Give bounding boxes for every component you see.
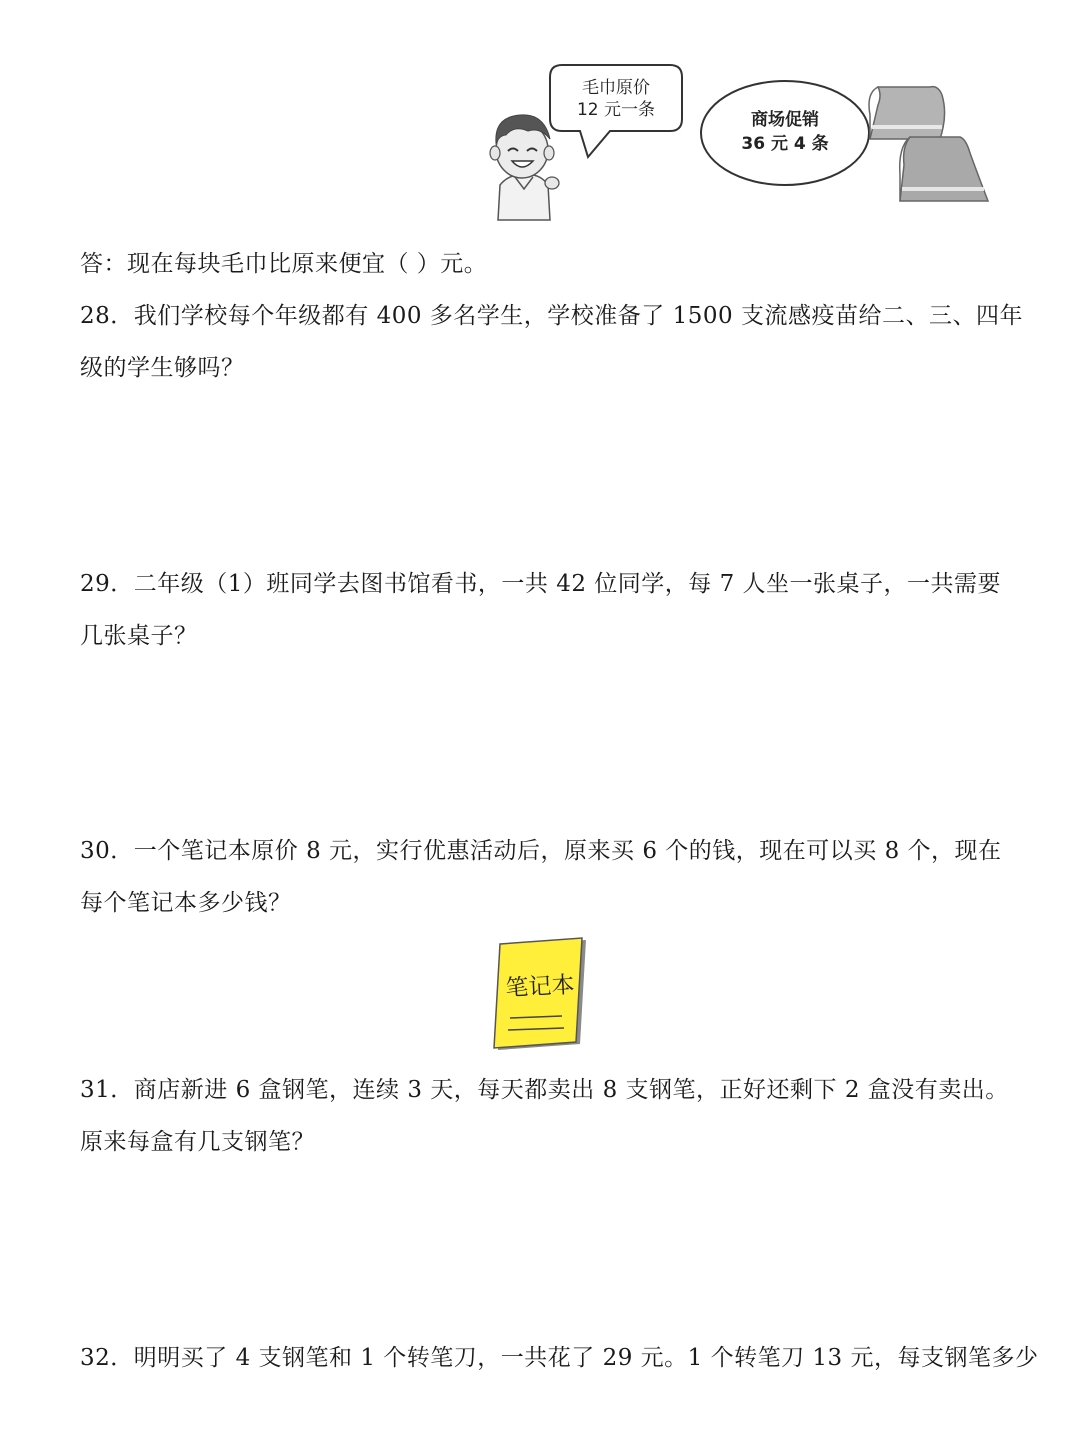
question-30-line1: 30．一个笔记本原价 8 元，实行优惠活动后，原来买 6 个的钱，现在可以买 8 个，现在 bbox=[80, 838, 1002, 864]
question-29-line2: 几张桌子？ bbox=[80, 623, 198, 649]
towel-illustration bbox=[470, 55, 1010, 225]
towel-icon bbox=[869, 87, 988, 201]
answer-27: 答：现在每块毛巾比原来便宜（ ）元。 bbox=[80, 251, 488, 277]
question-31-line2: 原来每盒有几支钢笔？ bbox=[80, 1129, 315, 1155]
promo-bubble bbox=[701, 81, 869, 185]
question-28-line1: 28．我们学校每个年级都有 400 多名学生，学校准备了 1500 支流感疫苗给二、三、四年 bbox=[80, 303, 1023, 329]
question-32-line1: 32．明明买了 4 支钢笔和 1 个转笔刀，一共花了 29 元。1 个转笔刀 13 元，每支钢笔多少 bbox=[80, 1345, 1039, 1371]
question-29-line1: 29．二年级（1）班同学去图书馆看书，一共 42 位同学，每 7 人坐一张桌子，一共需要 bbox=[80, 571, 1002, 597]
notebook-label: 笔记本 bbox=[504, 972, 576, 1002]
question-30-line2: 每个笔记本多少钱？ bbox=[80, 890, 292, 916]
speech-bubble-line1: 毛巾原价 bbox=[582, 78, 650, 98]
speech-bubble bbox=[550, 65, 682, 157]
question-31-line1: 31．商店新进 6 盒钢笔，连续 3 天，每天都卖出 8 支钢笔，正好还剩下 2 盒没有卖出。 bbox=[80, 1077, 1009, 1103]
question-28-line2: 级的学生够吗？ bbox=[80, 355, 245, 381]
promo-line1: 商场促销 bbox=[751, 110, 819, 130]
speech-bubble-line2: 12 元一条 bbox=[576, 100, 656, 120]
boy-icon bbox=[490, 115, 559, 220]
promo-line2: 36 元 4 条 bbox=[741, 134, 829, 154]
